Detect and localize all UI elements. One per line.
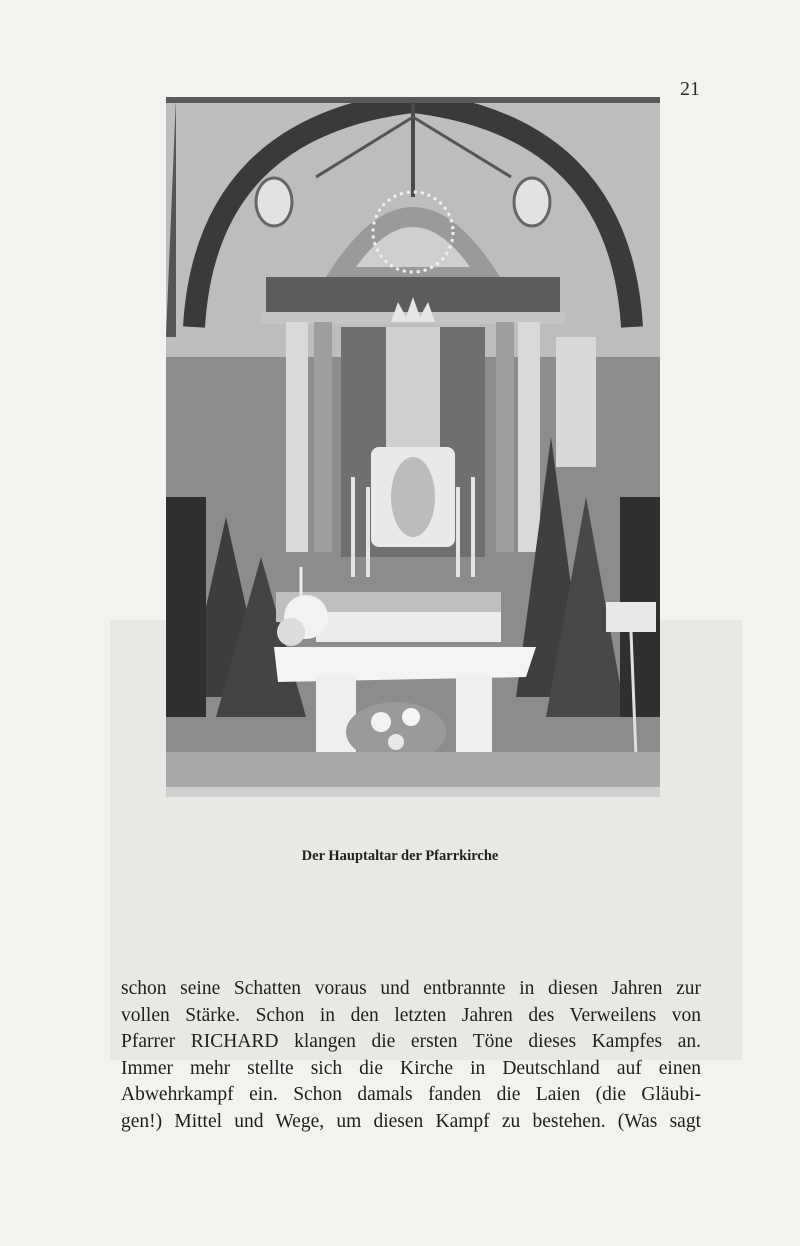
photo-caption: Der Hauptaltar der Pfarrkirche	[301, 848, 499, 864]
text-line: vollen Stärke. Schon in den letzten Jahren des Verweilens von	[121, 1004, 701, 1026]
text-line: Pfarrer RICHARD klangen die ersten Töne dieses Kampfes an.	[121, 1031, 701, 1052]
text-line: Immer mehr stellte sich die Kirche in Deutschland auf einen	[121, 1057, 701, 1079]
text-line: Abwehrkampf ein. Schon damals fanden die Laien (die Gläubi-	[121, 1084, 701, 1105]
body-paragraph	[121, 976, 701, 1135]
altar-photograph	[166, 97, 660, 797]
page-number: 21	[680, 78, 700, 100]
text-line: schon seine Schatten voraus und entbrannte in diesen Jahren zur	[121, 978, 701, 999]
text-line: gen!) Mittel und Wege, um diesen Kampf zu bestehen. (Was sagt	[121, 1110, 701, 1132]
